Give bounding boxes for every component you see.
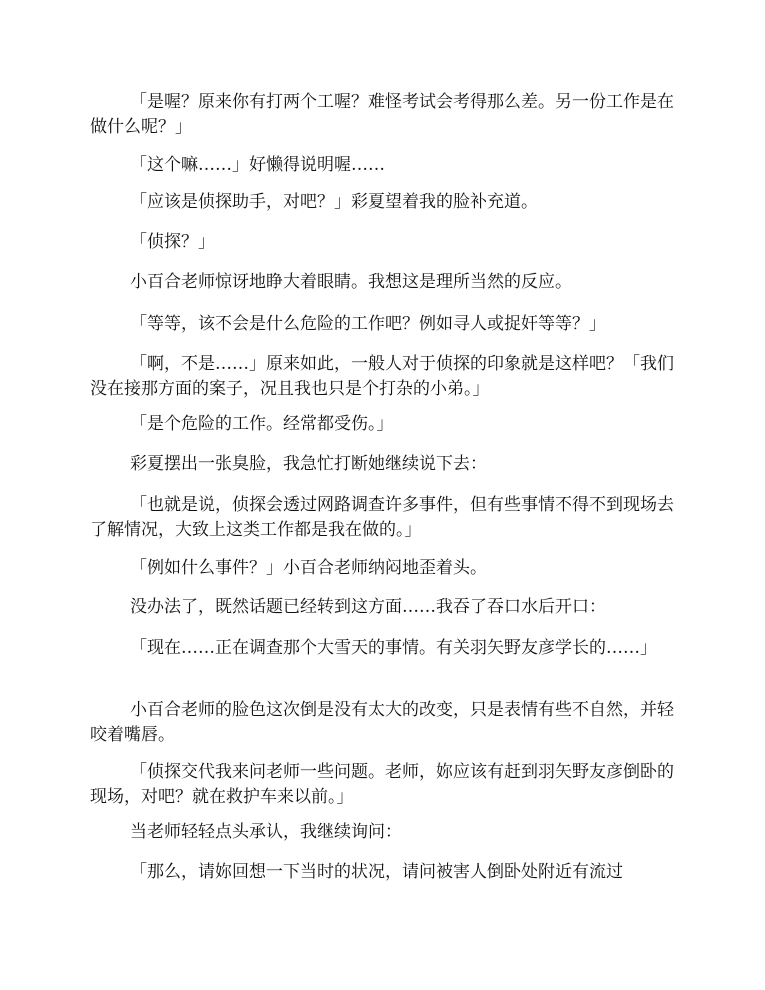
paragraph-2: 「这个嘛……」好懒得说明喔…… — [130, 155, 385, 175]
paragraph-16: 当老师轻轻点头承认，我继续询问： — [130, 822, 402, 842]
paragraph-9: 彩夏摆出一张臭脸，我急忙打断她继续说下去： — [130, 454, 487, 474]
paragraph-15: 「侦探交代我来问老师一些问题。老师，妳应该有赶到羽矢野友彦倒卧的现场，对吧？就在救护车来以前。」 — [90, 762, 674, 807]
paragraph-17: 「那么，请妳回想一下当时的状况，请问被害人倒卧处附近有流过 — [130, 862, 623, 882]
paragraph-10: 「也就是说，侦探会透过网路调查许多事件，但有些事情不得不到现场去了解情况，大致上这类工作都是我在做的。」 — [90, 495, 674, 540]
paragraph-3: 「应该是侦探助手，对吧？」彩夏望着我的脸补充道。 — [130, 192, 538, 212]
paragraph-13: 「现在……正在调查那个大雪天的事情。有关羽矢野友彦学长的……」 — [130, 638, 657, 658]
paragraph-14: 小百合老师的脸色这次倒是没有太大的改变，只是表情有些不自然，并轻咬着嘴唇。 — [90, 700, 674, 745]
paragraph-11: 「例如什么事件？」小百合老师纳闷地歪着头。 — [130, 558, 487, 578]
paragraph-12: 没办法了，既然话题已经转到这方面……我吞了吞口水后开口： — [130, 597, 606, 617]
paragraph-1: 「是喔？原来你有打两个工喔？难怪考试会考得那么差。另一份工作是在做什么呢？」 — [90, 92, 674, 137]
paragraph-8: 「是个危险的工作。经常都受伤。」 — [130, 414, 394, 434]
paragraph-5: 小百合老师惊讶地睁大着眼睛。我想这是理所当然的反应。 — [130, 272, 572, 292]
paragraph-4: 「侦探？」 — [130, 232, 215, 252]
paragraph-6: 「等等，该不会是什么危险的工作吧？例如寻人或捉奸等等？」 — [130, 314, 606, 334]
paragraph-7: 「啊，不是……」原来如此，一般人对于侦探的印象就是这样吧？「我们没在接那方面的案子，况且我也只是个打杂的小弟。」 — [90, 354, 674, 399]
